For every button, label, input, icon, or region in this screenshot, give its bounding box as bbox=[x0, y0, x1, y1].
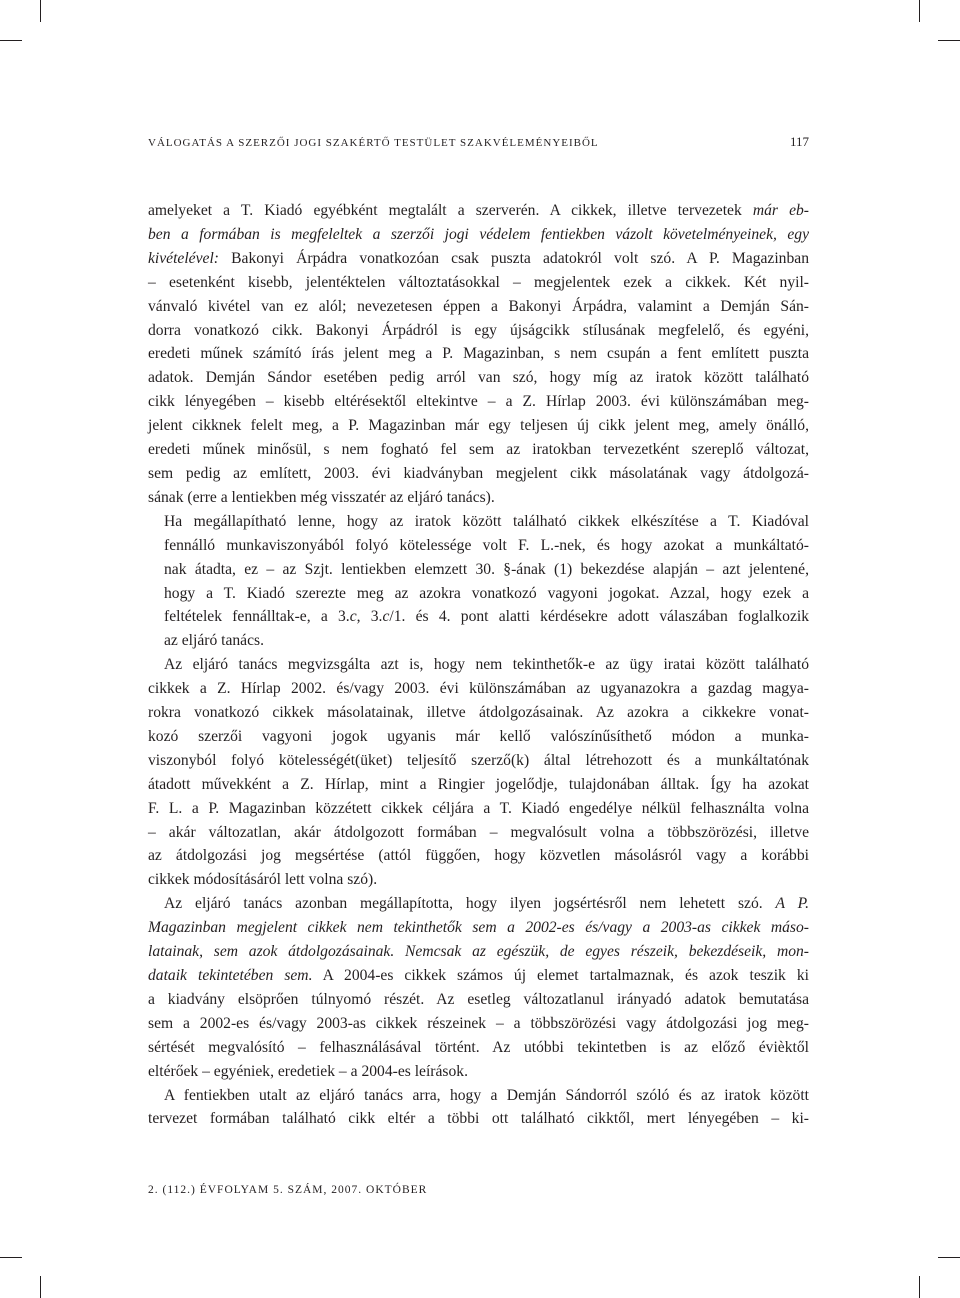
crop-mark bbox=[938, 40, 960, 41]
text-line: A fentiekben utalt az eljáró tanács arra, hogy a Demján Sándorról szóló és az iratok között bbox=[164, 1086, 809, 1104]
page-number: 117 bbox=[789, 134, 809, 149]
text-line: Az eljáró tanács azonban megállapította, hogy ilyen jogsértésről nem lehetett szó. A P. bbox=[164, 895, 809, 913]
text-line: cikk lényegében – kisebb eltérésektől eltekintve – a Z. Hírlap 2003. évi különszámában meg- bbox=[148, 393, 809, 411]
text-line: dorra vonatkozó cikk. Bakonyi Árpádról is egy újságcikk stílusának megfelelő, és egyéni, bbox=[148, 321, 809, 339]
text-line: sem a 2002-es és/vagy 2003-as cikkek részeinek – a többszörözési vagy átdolgozási jog meg- bbox=[148, 1014, 809, 1032]
text-line: fennálló munkaviszonyából folyó kötelessége volt F. L.-nek, és hogy azokat a munkáltató- bbox=[164, 536, 809, 554]
footer-issue: 2. (112.) ÉVFOLYAM 5. SZÁM, 2007. OKTÓBER bbox=[148, 1184, 428, 1196]
text-line: ben a formában is megfeleltek a szerzői jogi védelem fentiekben vázolt követelményeinek, egy bbox=[148, 225, 809, 243]
text-line: eredeti műnek minősül, s nem fogható fel sem az iratokban tervezetként szereplő változat, bbox=[148, 441, 809, 459]
text-line: hogy a T. Kiadó szerezte meg az azokra vonatkozó vagyoni jogokat. Azzal, hogy ezek a bbox=[164, 584, 809, 602]
crop-mark bbox=[919, 0, 920, 22]
crop-mark bbox=[40, 0, 41, 22]
text-line: adatok. Demján Sándor esetében pedig arról van szó, hogy míg az iratok között található bbox=[148, 369, 809, 387]
text-line: az eljáró tanács. bbox=[164, 632, 264, 650]
crop-mark bbox=[919, 1276, 920, 1298]
crop-mark bbox=[0, 40, 22, 41]
text-line: – esetenként kisebb, jelentéktelen változtatásokkal – megjelentek ezek a cikkek. Két nyil- bbox=[148, 273, 809, 291]
text-line: Ha megállapítható lenne, hogy az iratok között található cikkek elkészítése a T. Kiadóval bbox=[164, 512, 809, 530]
text-line: eredeti műnek számító írás jelent meg a P. Magazinban, s nem csupán a fent említett puszta bbox=[148, 345, 809, 363]
text-line: sának (erre a lentiekben még visszatér az eljáró tanács). bbox=[148, 488, 495, 506]
paragraph bbox=[148, 510, 809, 653]
text-line: F. L. a P. Magazinban közzétett cikkek céljára a T. Kiadó engedélye nélkül felhasználta volna bbox=[148, 799, 809, 817]
paragraph bbox=[148, 653, 809, 892]
text-line: sem pedig az említett, 2003. évi kiadványban megjelent cikk másolatának vagy átdolgozá- bbox=[148, 464, 809, 482]
paragraph bbox=[148, 1084, 809, 1132]
text-line: jelent cikknek felelt meg, a P. Magazinban már egy teljesen új cikk jelent meg, amely önálló, bbox=[148, 417, 809, 435]
crop-mark bbox=[40, 1276, 41, 1298]
text-line: cikkek a Z. Hírlap 2002. és/vagy 2003. évi különszámában az ugyanazokra a gazdag magya- bbox=[148, 680, 809, 698]
crop-mark bbox=[0, 1257, 22, 1258]
text-line: nak átadta, ez – az Szjt. lentiekben elemzett 30. §-ának (1) bekezdése alapján – azt jelentené, bbox=[164, 560, 809, 578]
text-line: viszonyból folyó kötelességét(üket) teljesítő szerző(k) által létrehozott és a munkáltatónak bbox=[148, 751, 809, 769]
text-line: vánvaló kivétel van ez alól; nevezetesen éppen a Bakonyi Árpádra, valamint a Demján Sán- bbox=[148, 297, 809, 315]
text-line: dataik tekintetében sem. A 2004-es cikkek számos új elemet tartalmaznak, és azok teszik ki bbox=[148, 967, 809, 984]
text-line: amelyeket a T. Kiadó egyébként megtalált a szerverén. A cikkek, illetve tervezetek már eb- bbox=[148, 202, 810, 219]
text-line: kivételével: Bakonyi Árpádra vonatkozóan csak puszta adatokról volt szó. A P. Magazinban bbox=[148, 249, 809, 267]
text-line: feltételek fennálltak-e, a 3.c, 3.c/1. és 4. pont alatti kérdésekre adott válaszában foglalkozik bbox=[164, 608, 809, 626]
paragraph bbox=[148, 892, 809, 1083]
paragraph bbox=[148, 199, 809, 510]
text-line: eltérőek – egyéniek, eredetiek – a 2004-es leírások. bbox=[148, 1062, 468, 1080]
running-title: VÁLOGATÁS A SZERZŐI JOGI SZAKÉRTŐ TESTÜLET SZAKVÉLEMÉNYEIBŐL bbox=[148, 137, 599, 149]
running-head bbox=[148, 134, 809, 150]
text-line: rokra vonatkozó cikkek másolatainak, illetve átdolgozásainak. Az azokra a cikkekre vonat- bbox=[148, 704, 809, 722]
text-line: cikkek módosításáról lett volna szó). bbox=[148, 871, 378, 889]
text-line: átadott művekként a Z. Hírlap, mint a Ringier jogelődje, tulajdonában álltak. Így ha azokat bbox=[148, 775, 809, 793]
text-line: Az eljáró tanács megvizsgálta azt is, hogy nem tekinthetők-e az ügy iratai között található bbox=[164, 656, 809, 674]
text-line: tervezet formában található cikk eltér a többi ott található cikktől, mert lényegében – ki- bbox=[148, 1110, 809, 1128]
text-line: latainak, sem azok átdolgozásainak. Nemcsak az egészük, de egyes részeik, bekezdéseik, mon- bbox=[148, 943, 809, 961]
body-text bbox=[148, 199, 809, 1131]
text-line: – akár változatlan, akár átdolgozott formában – megvalósult volna a többszörözési, illetve bbox=[148, 823, 809, 841]
text-line: az átdolgozási jog megsértése (attól függően, hogy közvetlen másolásról vagy a korábbi bbox=[148, 847, 809, 865]
text-line: sértését megvalósító – felhasználásával történt. Az utóbbi tekintetben is az előző évièktől bbox=[148, 1038, 809, 1056]
text-line: Magazinban megjelent cikkek nem tekinthetők sem a 2002-es és/vagy a 2003-as cikkek máso- bbox=[148, 919, 809, 937]
text-line: a kiadvány elsöprően túlnyomó részét. Az esetleg változatlanul irányadó adatok bemutatása bbox=[148, 990, 809, 1008]
text-line: kozó szerzői vagyoni jogok ugyanis már kellő valószínűsíthető módon a munka- bbox=[148, 727, 809, 745]
crop-mark bbox=[938, 1257, 960, 1258]
